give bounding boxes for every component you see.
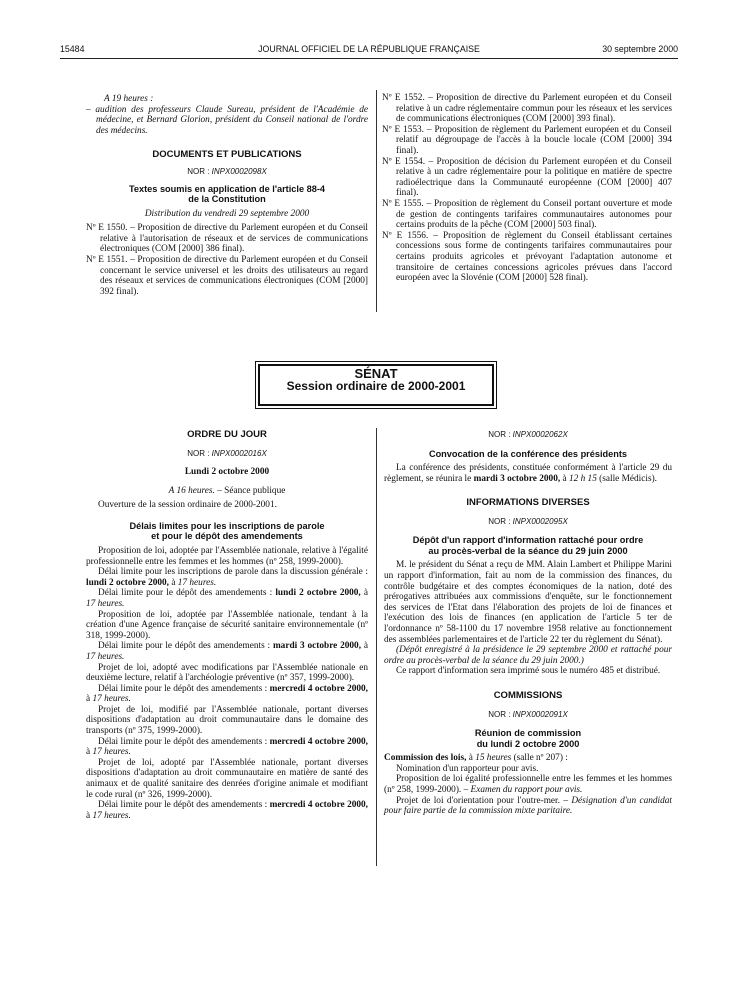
seance-line: A 16 heures. – Séance publique — [168, 485, 286, 496]
hearing-time: A 19 heures : — [104, 94, 154, 104]
ordre-nor: NOR : INPX0002016X — [187, 448, 267, 458]
textes-title-1: Textes soumis en application de l'article 88-4 — [128, 183, 326, 194]
page-header — [60, 44, 678, 58]
paragraph: Projet de loi d'orientation pour l'outre-mer. – Désignation d'un candidat pour faire partie de la commission mixte paritaire. — [384, 795, 672, 817]
deadline-line: Délai limite pour les inscriptions de parole dans la discussion générale : lundi 2 octobre 2000, à 17 heures. — [86, 567, 368, 588]
deadline-line: Délai limite pour le dépôt des amendements : mercredi 4 octobre 2000, à 17 heures. — [86, 800, 368, 821]
conference-nor: NOR : INPX0002062X — [488, 430, 568, 439]
hearing-text: – audition des professeurs Claude Sureau, président de l'Académie de médecine, et Bernard Glorion, président du Conseil national de l'ordre des médecins. — [86, 104, 368, 136]
documents-nor: NOR : INPX0002098X — [187, 166, 267, 176]
paragraph: Projet de loi, modifié par l'Assemblée nationale, portant diverses dispositions d'adaptation au droit communautaire dans le domaine des transports (nº 375, 1999-2000). — [86, 704, 368, 737]
depot-title-1: Dépôt d'un rapport d'information rattaché pour ordre — [412, 535, 644, 546]
info-nor: NOR : INPX0002095X — [488, 516, 568, 526]
conference-text: La conférence des présidents, constituée conformément à l'article 29 du règlement, se réunira le mardi 3 octobre 2000, à 12 h 15 (salle Médicis). — [384, 463, 672, 484]
paragraph: Proposition de loi, adoptée par l'Assemblée nationale, relative à l'égalité professionnelle entre les femmes et les hommes (nº 258, 1999-2000). — [86, 545, 368, 567]
ordre-du-jour-column — [86, 430, 368, 821]
column-divider — [376, 90, 377, 312]
deadline-line: Délai limite pour le dépôt des amendements : lundi 2 octobre 2000, à 17 heures. — [86, 588, 369, 609]
commission-line: Commission des lois, à 15 heures (salle nº 207) : — [384, 753, 568, 764]
commissions-nor: NOR : INPX0002091X — [488, 709, 568, 719]
deadline-line: Délai limite pour le dépôt des amendements : mercredi 4 octobre 2000, à 17 heures. — [86, 683, 368, 705]
ordre-title: ORDRE DU JOUR — [187, 429, 267, 440]
textes-title-2: de la Constitution — [188, 194, 266, 205]
paragraph: Projet de loi, adopté par l'Assemblée nationale, portant diverses dispositions d'adaptation au droit communautaire en matière de santé des animaux et de qualité sanitaire des denrées d'origine animale et modifiant le code rural (nº 326, 1999-2000). — [86, 757, 368, 800]
banner-subtitle: Session ordinaire de 2000-2001 — [286, 378, 466, 393]
reunion-title-2: du lundi 2 octobre 2000 — [476, 738, 580, 749]
list-item: Nº E 1553. – Proposition de règlement du Parlement européen et du Conseil relatif au dégroupage de l'accès à la boucle locale (COM [2000] 394 final). — [382, 124, 672, 156]
list-item: Nº E 1550. – Proposition de directive du Parlement européen et du Conseil relative à l'autorisation de réseaux et de services de communications électroniques (COM [2000] 386 final). — [86, 223, 368, 255]
paragraph: Proposition de loi égalité professionnelle entre les femmes et les hommes (nº 258, 1999-2000). – Examen du rapport pour avis. — [384, 774, 672, 795]
senat-right-column — [384, 430, 672, 817]
issue-date: 30 septembre 2000 — [602, 44, 678, 54]
banner-title: SÉNAT — [354, 366, 398, 381]
commissions-title: COMMISSIONS — [493, 690, 563, 701]
column-divider — [376, 428, 377, 866]
paragraph: Ce rapport d'information sera imprimé sous le numéro 485 et distribué. — [396, 666, 661, 677]
list-item: Nº E 1551. – Proposition de directive du Parlement européen et du Conseil concernant le service universel et les droits des utilisateurs au regard des réseaux et services de communications électroniques (COM [2000] 392 final). — [86, 254, 368, 297]
header-rule — [60, 58, 678, 59]
page-number: 15484 — [60, 44, 85, 54]
info-title: INFORMATIONS DIVERSES — [466, 497, 590, 509]
documents-title: DOCUMENTS ET PUBLICATIONS — [152, 149, 302, 161]
depot-title-2: au procès-verbal de la séance du 29 juin 2000 — [428, 545, 628, 556]
paragraph: M. le président du Sénat a reçu de MM. Alain Lambert et Philippe Marini un rapport d'information, fait au nom de la commission des finances, du contrôle budgétaire et des comptes économiques de la nation, doté des prérogatives attribuées aux commissions d'enquête, sur le fonctionnement des services de l'Etat dans l'élaboration des projets de loi de finances et l'exécution des lois de finances (en application de l'article 5 ter de l'ordonnance nº 58-1100 du 17 novembre 1958 relative au fonctionnement des assemblées parlementaires et de l'article 22 ter du règlement du Sénat). — [384, 560, 672, 645]
deadline-line: Délai limite pour le dépôt des amendements : mardi 3 octobre 2000, à 17 heures. — [86, 641, 369, 662]
conference-title: Convocation de la conférence des présidents — [428, 448, 628, 459]
opening-line: Ouverture de la session ordinaire de 2000-2001. — [98, 500, 277, 511]
reunion-title-1: Réunion de commission — [474, 728, 582, 739]
paragraph: Proposition de loi, adoptée par l'Assemblée nationale, tendant à la création d'une Agence française de sécurité sanitaire environnementale (nº 318, 1999-2000). — [86, 609, 368, 641]
list-item: Nº E 1552. – Proposition de directive du Parlement européen et du Conseil relative à un cadre réglementaire commun pour les réseaux et les services de communications électroniques (COM [2000] 393 final). — [382, 93, 672, 125]
list-item: Nº E 1555. – Proposition de règlement du Conseil portant ouverture et mode de gestion de contingents tarifaires communautaires autonomes pour certains produits de la pêche (COM [2000] 503 final). — [382, 198, 672, 231]
paragraph: (Dépôt enregistré à la présidence le 29 septembre 2000 et rattaché pour ordre au procès-verbal de la séance du 29 juin 2000.) — [384, 645, 672, 666]
top-left-column — [86, 94, 368, 297]
distribution-date: Distribution du vendredi 29 septembre 2000 — [144, 208, 310, 219]
paragraph: Nomination d'un rapporteur pour avis. — [396, 763, 539, 774]
paragraph: Projet de loi, adopté avec modifications par l'Assemblée nationale en deuxième lecture, relatif à l'archéologie préventive (nº 357, 1999-2000). — [86, 662, 368, 684]
list-item: Nº E 1556. – Proposition de règlement du Conseil établissant certaines concessions sous forme de contingents tarifaires communautaires pour certains produits agricoles et prévoyant l'adaptation autonome et transitoire de certaines concessions agricoles prévues dans l'accord européen avec la Slovénie (COM [2000] 528 final). — [382, 230, 672, 284]
top-right-column — [382, 93, 672, 284]
list-item: Nº E 1554. – Proposition de décision du Parlement européen et du Conseil relative à un cadre réglementaire pour la politique en matière de spectre radioélectrique dans la Communauté européenne (COM [2000] 407 final). — [382, 156, 672, 199]
delais-title-1: Délais limites pour les inscriptions de parole — [129, 520, 325, 531]
delais-title-2: et pour le dépôt des amendements — [151, 531, 303, 542]
deadline-line: Délai limite pour le dépôt des amendements : mercredi 4 octobre 2000, à 17 heures. — [86, 736, 368, 758]
senat-banner — [258, 364, 494, 406]
journal-title: JOURNAL OFFICIEL DE LA RÉPUBLIQUE FRANÇAISE — [258, 44, 480, 54]
day-heading: Lundi 2 octobre 2000 — [184, 467, 270, 478]
